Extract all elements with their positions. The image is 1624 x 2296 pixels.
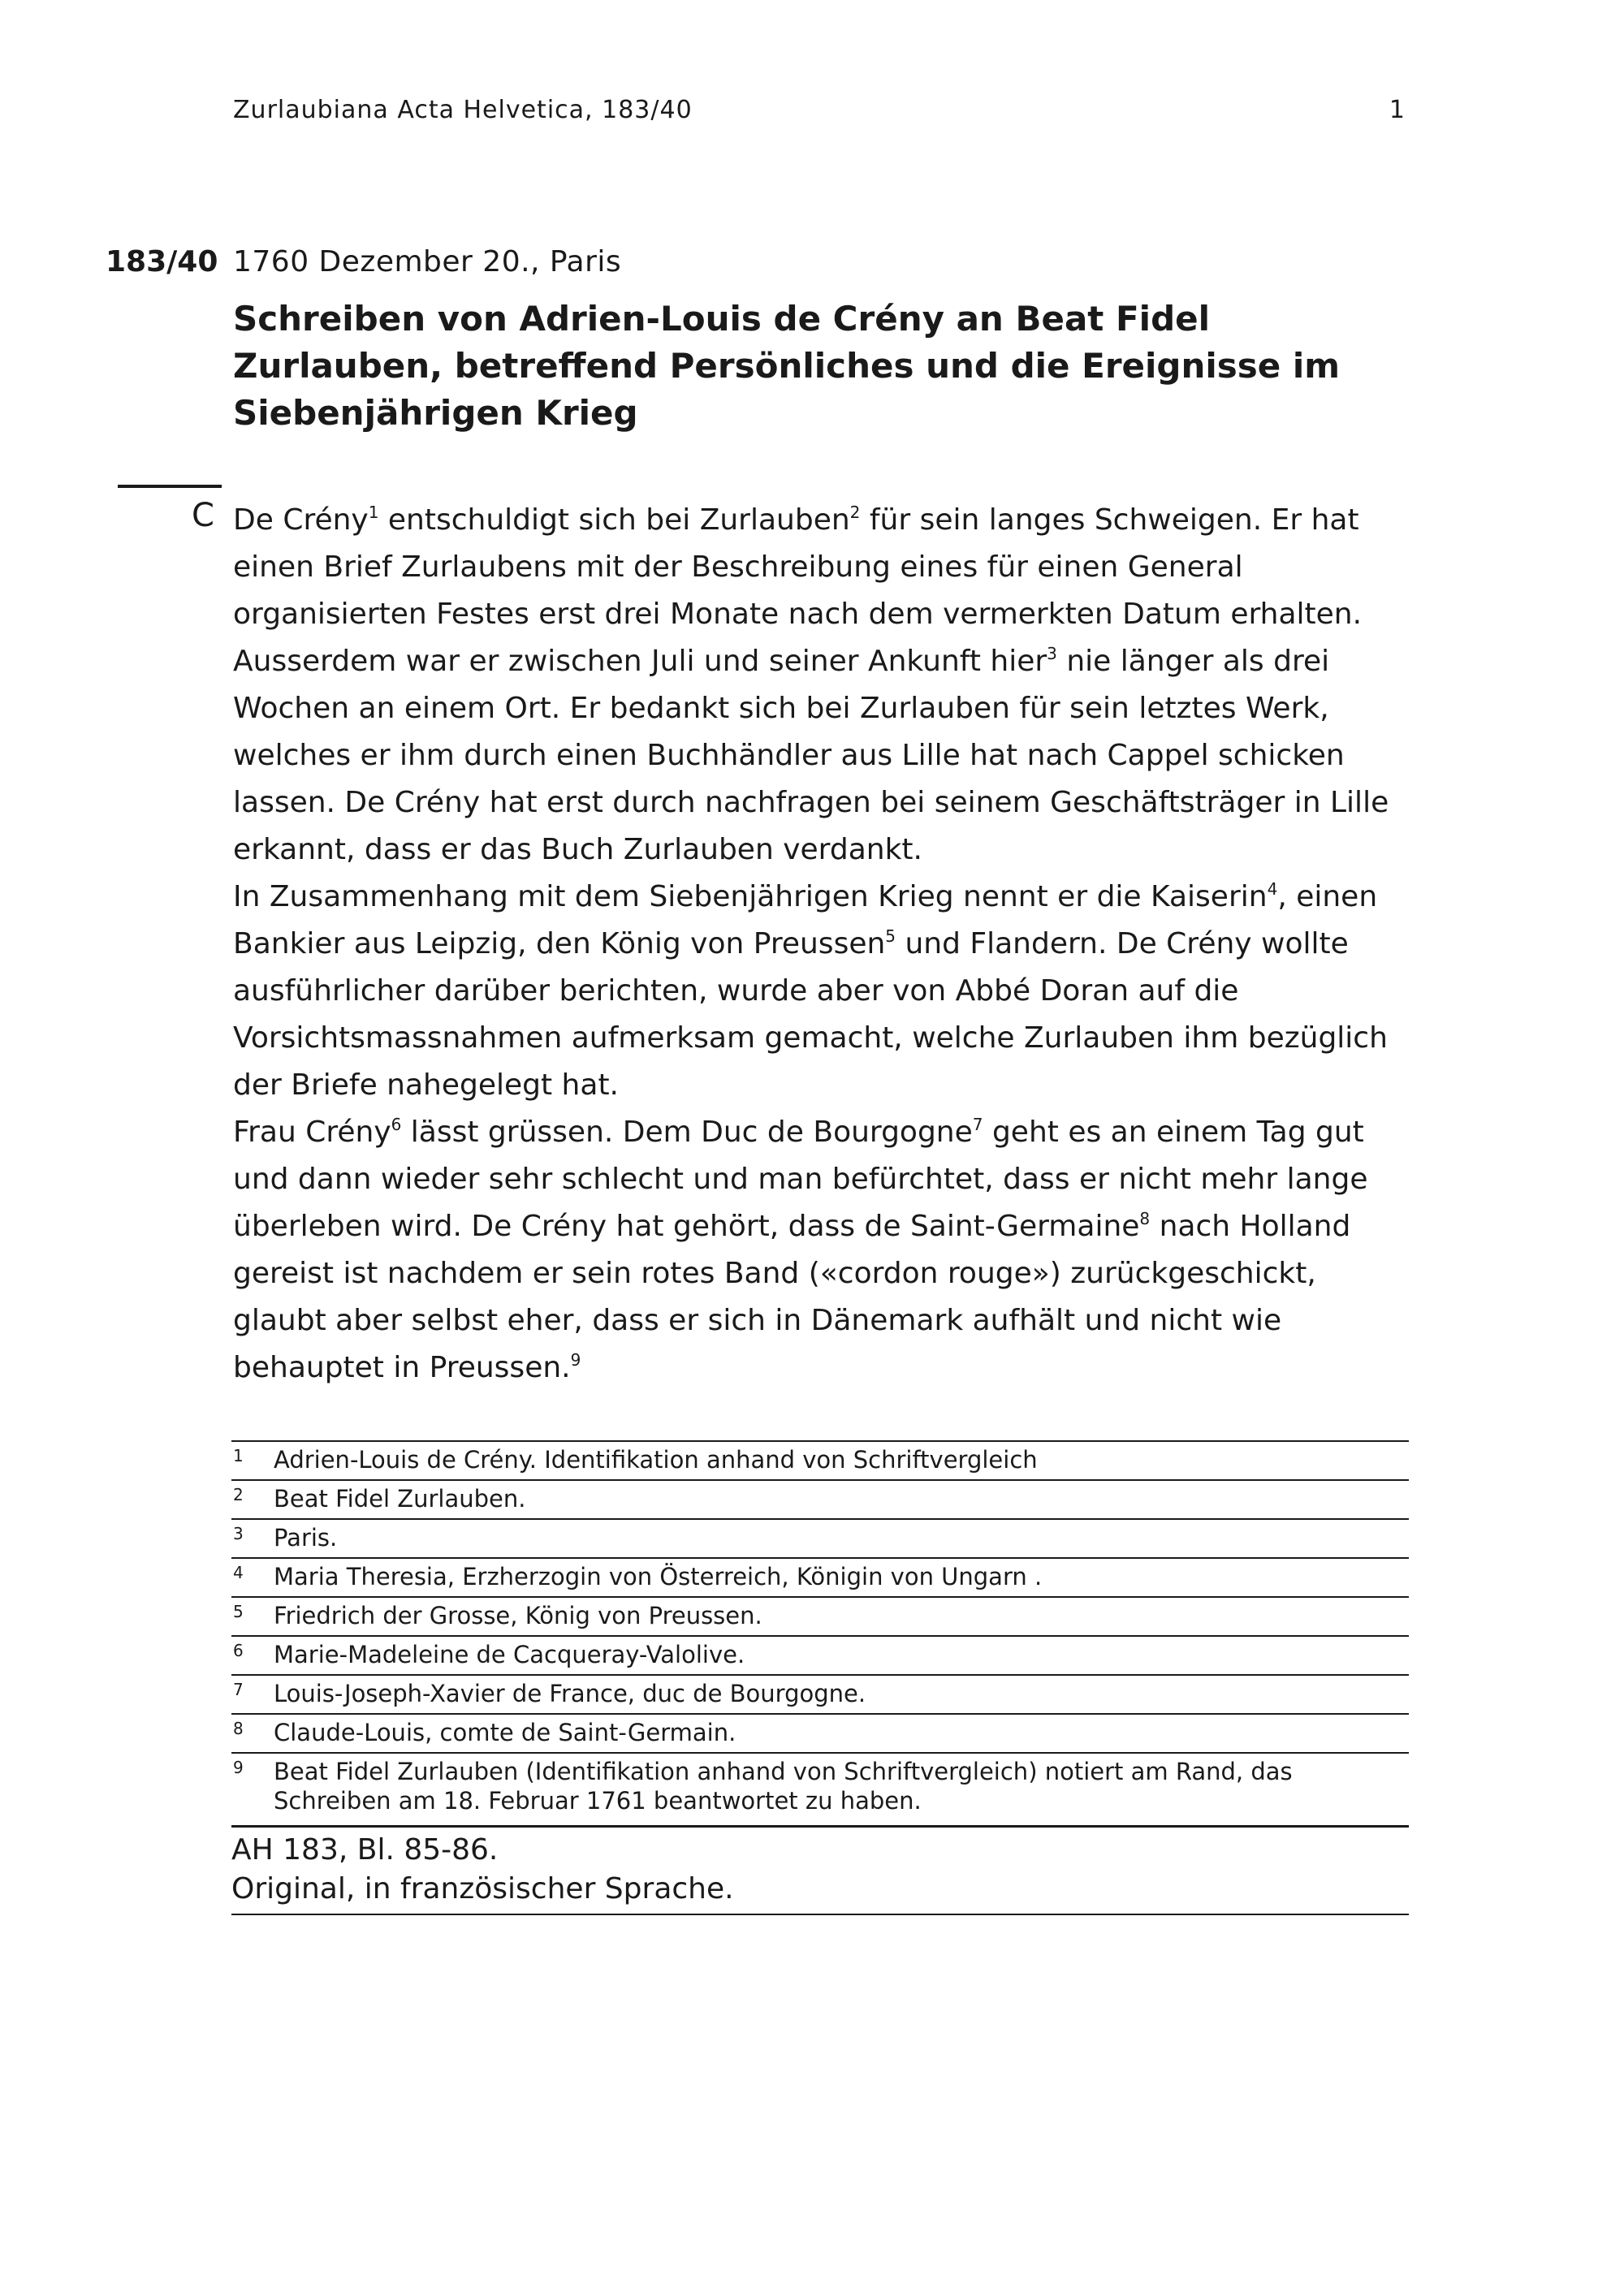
footnote-number: 4: [233, 1563, 244, 1582]
footnote-text: Adrien-Louis de Crény. Identifikation anhand von Schriftvergleich: [274, 1446, 1038, 1474]
footnote-ref[interactable]: 4: [1267, 879, 1278, 899]
footnote-list: [231, 1440, 1409, 1915]
section-marker: C: [192, 497, 214, 534]
footnote-text: Maria Theresia, Erzherzogin von Österreich, Königin von Ungarn .: [274, 1563, 1043, 1590]
footnote-number: 3: [233, 1524, 244, 1543]
entry-date-place: 1760 Dezember 20., Paris: [233, 245, 622, 278]
footnote-ref[interactable]: 5: [885, 926, 896, 946]
source-block: [231, 1825, 1409, 1915]
footnote-text: Beat Fidel Zurlauben.: [274, 1485, 526, 1513]
footnote-text: Marie-Madeleine de Cacqueray-Valolive.: [274, 1641, 745, 1668]
footnote-ref[interactable]: 9: [570, 1350, 581, 1370]
footnote-text: Friedrich der Grosse, König von Preussen.: [274, 1602, 762, 1629]
margin-rule: [118, 485, 222, 488]
footnote-number: 9: [233, 1758, 244, 1777]
running-title: Zurlaubiana Acta Helvetica, 183/40: [233, 96, 693, 124]
footnote-text: Paris.: [274, 1524, 338, 1552]
footnote-item: [231, 1635, 1409, 1674]
footnote-number: 2: [233, 1485, 244, 1504]
footnote-item: [231, 1518, 1409, 1557]
summary-text: [233, 497, 1410, 1392]
footnote-item: [231, 1674, 1409, 1713]
footnote-item: [231, 1440, 1409, 1479]
footnote-text: Beat Fidel Zurlauben (Identifikation anhand von Schriftvergleich) notiert am Rand, das Schreiben am 18. Februar 1761 beantwortet zu haben.: [274, 1758, 1293, 1815]
footnote-number: 5: [233, 1602, 244, 1621]
entry-number: 183/40: [106, 245, 218, 278]
footnote-number: 6: [233, 1641, 244, 1660]
footnote-number: 7: [233, 1680, 244, 1699]
footnote-ref[interactable]: 8: [1139, 1209, 1151, 1228]
footnote-item: [231, 1596, 1409, 1635]
source-note: Original, in französischer Sprache.: [231, 1872, 734, 1905]
entry-title: Schreiben von Adrien-Louis de Crény an Beat Fidel Zurlauben, betreffend Persönliches und die Ereignisse im Siebenjährigen Krieg: [233, 299, 1341, 433]
footnote-number: 1: [233, 1446, 244, 1465]
footnote-ref[interactable]: 7: [972, 1115, 983, 1134]
footnote-item: [231, 1713, 1409, 1752]
footnote-item: [231, 1752, 1409, 1820]
summary-paragraph: De Crény$^1$ entschuldigt sich bei Zurlauben$^2$ für sein langes Schweigen. Er hat einen Brief Zurlaubens mit der Beschreibung eines für einen General organisierten Festes erst drei Monate nach dem vermerkten Datum erhalten. Ausserdem war er zwischen Juli und seiner Ankunft hier$^3$ nie länger als drei Wochen an einem Ort. Er bedankt sich bei Zurlauben für sein letztes Werk, welches er ihm durch einen Buchhändler aus Lille hat nach Cappel schicken lassen. De Crény hat erst durch nachfragen bei seinem Geschäftsträger in Lille erkannt, dass er das Buch Zurlauben verdankt.: [233, 503, 1389, 866]
footnote-ref[interactable]: 3: [1047, 644, 1057, 663]
footnote-text: Louis-Joseph-Xavier de France, duc de Bourgogne.: [274, 1680, 866, 1707]
footnote-item: [231, 1479, 1409, 1518]
footnote-item: [231, 1557, 1409, 1596]
footnote-ref[interactable]: 2: [849, 503, 861, 522]
footnote-text: Claude-Louis, comte de Saint-Germain.: [274, 1719, 736, 1746]
footnote-ref[interactable]: 6: [391, 1115, 402, 1134]
summary-paragraph: Frau Crény$^6$ lässt grüssen. Dem Duc de Bourgogne$^7$ geht es an einem Tag gut und dann wieder sehr schlecht und man befürchtet, dass er nicht mehr lange überleben wird. De Crény hat gehört, dass de Saint-Germaine$^8$ nach Holland gereist ist nachdem er sein rotes Band («cordon rouge») zurückgeschickt, glaubt aber selbst eher, dass er sich in Dänemark aufhält und nicht wie behauptet in Preussen.$^9$: [233, 1115, 1368, 1384]
footnote-ref[interactable]: 1: [368, 503, 379, 522]
page-number: 1: [1389, 96, 1405, 124]
archive-signature: AH 183, Bl. 85-86.: [231, 1833, 499, 1867]
footnote-number: 8: [233, 1719, 244, 1738]
summary-paragraph: In Zusammenhang mit dem Siebenjährigen Krieg nennt er die Kaiserin$^4$, einen Bankier aus Leipzig, den König von Preussen$^5$ und Flandern. De Crény wollte ausführlicher darüber berichten, wurde aber von Abbé Doran auf die Vorsichtsmassnahmen aufmerksam gemacht, welche Zurlauben ihm bezüglich der Briefe nahegelegt hat.: [233, 879, 1388, 1102]
